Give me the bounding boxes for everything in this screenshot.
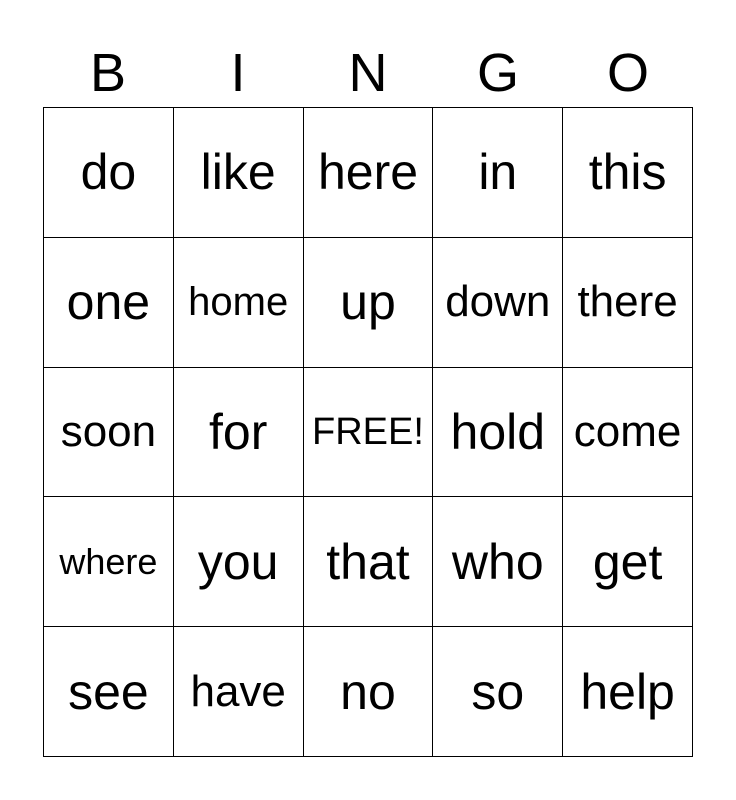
bingo-cell[interactable]: help bbox=[563, 627, 693, 757]
bingo-board bbox=[43, 107, 693, 757]
bingo-cell[interactable]: that bbox=[304, 497, 434, 627]
bingo-cell[interactable]: home bbox=[174, 238, 304, 368]
bingo-cell[interactable]: down bbox=[433, 238, 563, 368]
bingo-cell[interactable]: do bbox=[44, 108, 174, 238]
header-letter-n: N bbox=[348, 43, 388, 103]
header-letter-b: B bbox=[89, 43, 127, 103]
bingo-cell[interactable]: no bbox=[304, 627, 434, 757]
bingo-cell[interactable]: for bbox=[174, 368, 304, 498]
bingo-cell[interactable]: like bbox=[174, 108, 304, 238]
bingo-header bbox=[43, 40, 693, 106]
bingo-cell[interactable]: where bbox=[44, 497, 174, 627]
bingo-cell[interactable]: get bbox=[563, 497, 693, 627]
bingo-cell[interactable]: in bbox=[433, 108, 563, 238]
header-letter-o: O bbox=[606, 43, 649, 103]
bingo-cell[interactable]: here bbox=[304, 108, 434, 238]
header-letter-g: G bbox=[476, 43, 519, 103]
bingo-cell[interactable]: see bbox=[44, 627, 174, 757]
bingo-cell[interactable]: hold bbox=[433, 368, 563, 498]
bingo-cell[interactable]: there bbox=[563, 238, 693, 368]
bingo-cell[interactable]: this bbox=[563, 108, 693, 238]
bingo-cell[interactable]: soon bbox=[44, 368, 174, 498]
bingo-cell[interactable]: have bbox=[174, 627, 304, 757]
bingo-cell[interactable]: you bbox=[174, 497, 304, 627]
bingo-cell[interactable]: who bbox=[433, 497, 563, 627]
bingo-cell[interactable]: so bbox=[433, 627, 563, 757]
header-letter-i: I bbox=[230, 43, 246, 103]
free-space[interactable]: FREE! bbox=[304, 368, 434, 498]
bingo-cell[interactable]: up bbox=[304, 238, 434, 368]
bingo-cell[interactable]: come bbox=[563, 368, 693, 498]
bingo-cell[interactable]: one bbox=[44, 238, 174, 368]
